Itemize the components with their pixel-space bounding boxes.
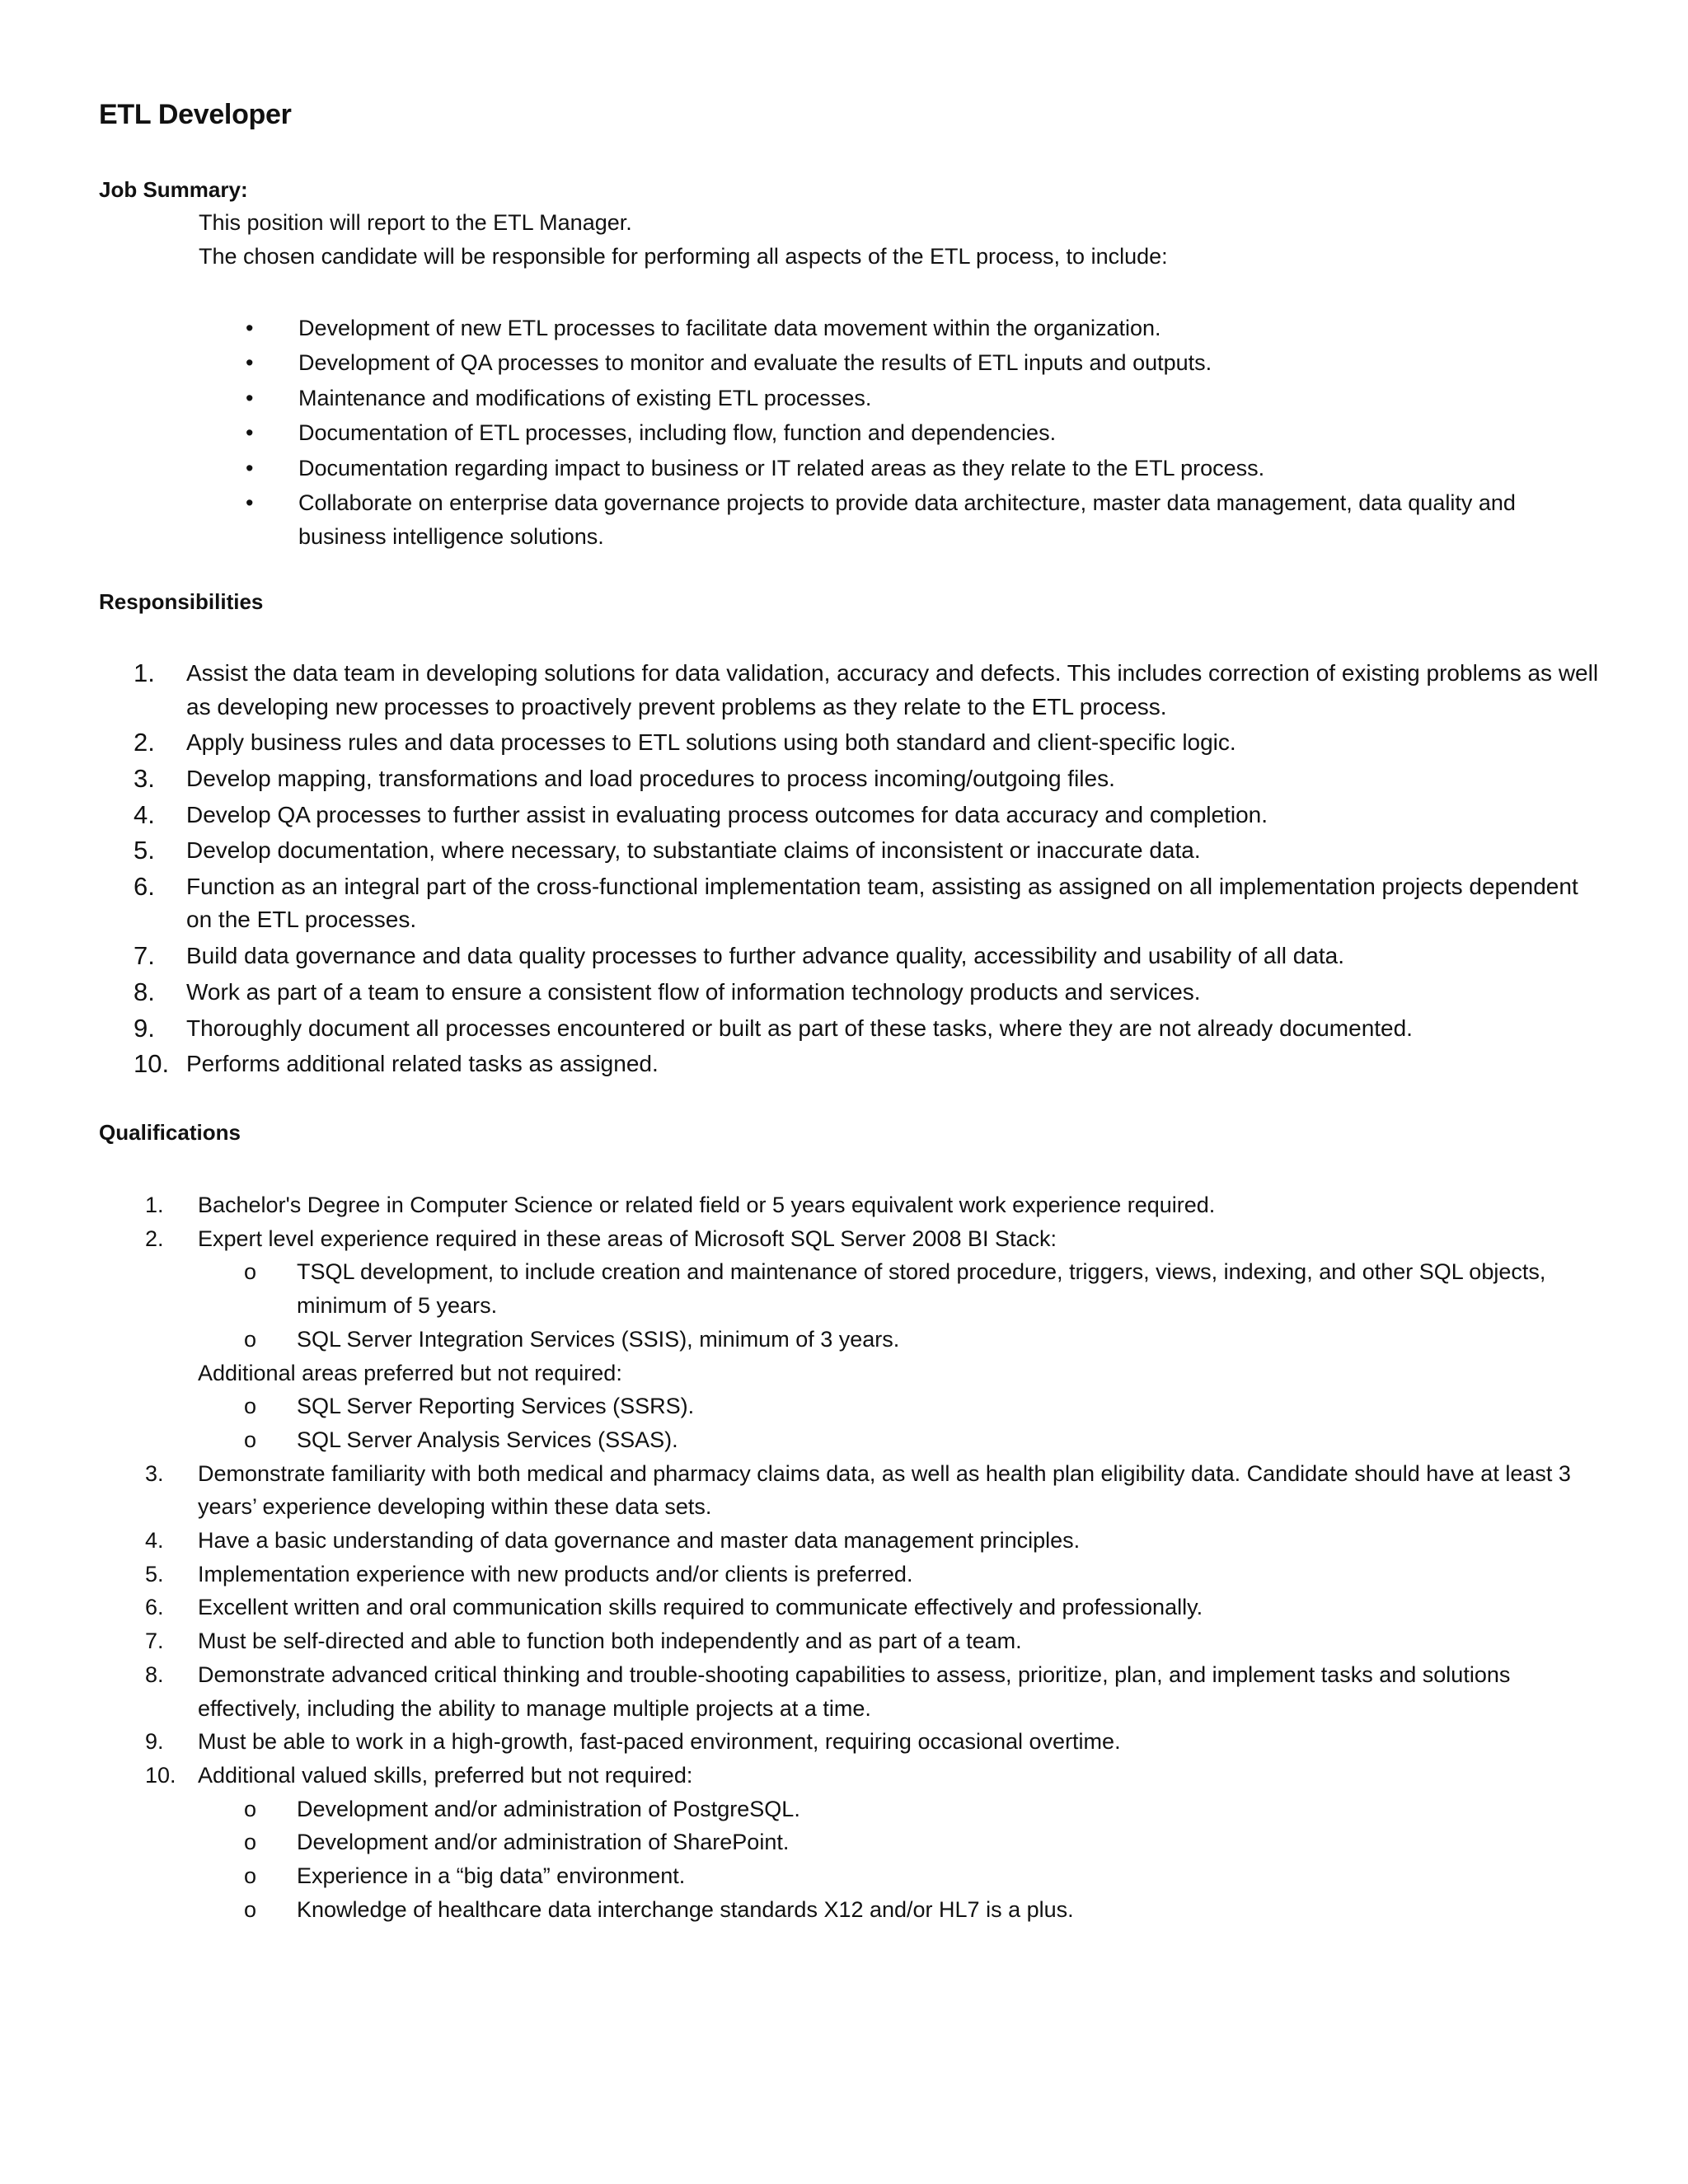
responsibility-number: 7. — [134, 941, 155, 971]
summary-bullet-item — [246, 382, 1581, 415]
responsibility-number: 10. — [134, 1049, 170, 1079]
bullet-marker: • — [246, 455, 254, 480]
summary-bullet-item — [246, 486, 1581, 554]
summary-bullet-item — [246, 346, 1581, 380]
summary-bullet-text: Documentation regarding impact to business or IT related areas as they relate to the ETL process. — [298, 455, 1265, 480]
qualification-sublist — [244, 1793, 1596, 1927]
responsibility-item — [134, 799, 1601, 832]
qualification-number: 4. — [145, 1528, 164, 1554]
qualification-number: 1. — [145, 1193, 164, 1217]
qualification-text: Bachelor's Degree in Computer Science or related field or 5 years equivalent work experience required. — [198, 1193, 1216, 1217]
qualification-number: 6. — [145, 1595, 164, 1620]
qualification-text: Additional valued skills, preferred but not required: — [198, 1762, 693, 1788]
qualification-subitem — [244, 1793, 1596, 1826]
responsibility-text: Function as an integral part of the cross-functional implementation team, assisting as assigned on all implementation projects dependent on the ETL processes. — [186, 873, 1578, 933]
summary-bullet-text: Maintenance and modifications of existing ETL processes. — [298, 385, 872, 410]
responsibility-item — [134, 940, 1601, 973]
qualification-subitem-text: SQL Server Integration Services (SSIS), minimum of 3 years. — [297, 1326, 900, 1352]
responsibility-text: Thoroughly document all processes encountered or built as part of these tasks, where they are not already documented. — [186, 1015, 1413, 1041]
qualification-subitem-text: Development and/or administration of PostgreSQL. — [297, 1796, 800, 1821]
qualification-subitem — [244, 1859, 1596, 1893]
summary-bullet-item — [246, 312, 1581, 345]
qualification-text: Demonstrate familiarity with both medical and pharmacy claims data, as well as health plan eligibility data. Candidate should have at least 3 years’ experience developing within these data sets. — [198, 1460, 1571, 1520]
responsibility-number: 3. — [134, 763, 155, 793]
qualification-subitem-text: SQL Server Analysis Services (SSAS). — [297, 1427, 678, 1452]
hollow-bullet-marker: o — [244, 1863, 257, 1889]
responsibilities-heading: Responsibilities — [99, 589, 264, 614]
qualification-subitem — [244, 1893, 1596, 1927]
bullet-marker: • — [246, 316, 254, 340]
qualification-text: Have a basic understanding of data governance and master data management principles. — [198, 1528, 1081, 1554]
hollow-bullet-marker: o — [244, 1394, 257, 1419]
qualification-subitem-text: Knowledge of healthcare data interchange standards X12 and/or HL7 is a plus. — [297, 1896, 1074, 1922]
qualification-text: Implementation experience with new products and/or clients is preferred. — [198, 1561, 913, 1586]
responsibility-text: Build data governance and data quality processes to further advance quality, accessibility and usability of all data. — [186, 943, 1344, 969]
summary-bullet-text: Development of QA processes to monitor and evaluate the results of ETL inputs and outputs. — [298, 350, 1212, 376]
hollow-bullet-marker: o — [244, 1830, 257, 1855]
qualification-text: Excellent written and oral communication skills required to communicate effectively and professionally. — [198, 1595, 1203, 1620]
qualification-number: 7. — [145, 1629, 164, 1654]
document-title: ETL Developer — [99, 99, 292, 130]
responsibility-text: Assist the data team in developing solutions for data validation, accuracy and defects. This includes correction of existing problems as well as developing new processes to proactively prevent problems as they relate to the ETL process. — [186, 660, 1599, 719]
bullet-marker: • — [246, 420, 254, 446]
responsibility-number: 4. — [134, 799, 155, 829]
summary-bullet-item — [246, 416, 1581, 450]
qualification-item — [145, 1725, 1596, 1759]
bullet-marker: • — [246, 385, 254, 410]
hollow-bullet-marker: o — [244, 1896, 257, 1922]
qualification-item — [145, 1558, 1596, 1591]
qualification-subitem — [244, 1255, 1596, 1322]
responsibility-number: 8. — [134, 977, 155, 1006]
responsibility-item — [134, 657, 1601, 724]
qualification-number: 5. — [145, 1561, 164, 1586]
responsibility-number: 5. — [134, 836, 155, 865]
qualification-number: 9. — [145, 1729, 164, 1755]
qualification-subitem — [244, 1825, 1596, 1859]
qualification-item — [145, 1457, 1596, 1524]
responsibility-item — [134, 1012, 1601, 1046]
responsibility-item — [134, 976, 1601, 1010]
responsibility-text: Apply business rules and data processes to ETL solutions using both standard and client-specific logic. — [186, 729, 1236, 756]
hollow-bullet-marker: o — [244, 1427, 257, 1452]
qualification-item — [145, 1624, 1596, 1658]
qualification-subitem — [244, 1423, 1596, 1457]
qualifications-list — [145, 1188, 1596, 1926]
qualification-subitem-text: TSQL development, to include creation and maintenance of stored procedure, triggers, views, indexing, and other SQL objects, minimum of 5 years. — [297, 1259, 1546, 1319]
qualification-subitem-text: Experience in a “big data” environment. — [297, 1863, 686, 1889]
qualifications-heading: Qualifications — [99, 1120, 241, 1145]
bullet-marker: • — [246, 490, 254, 515]
qualification-subitem-text: Development and/or administration of SharePoint. — [297, 1830, 790, 1855]
qualification-item — [145, 1188, 1596, 1222]
qualification-text: Expert level experience required in these areas of Microsoft SQL Server 2008 BI Stack: — [198, 1226, 1057, 1251]
responsibility-item — [134, 1047, 1601, 1081]
responsibility-text: Develop QA processes to further assist in evaluating process outcomes for data accuracy and completion. — [186, 801, 1268, 827]
hollow-bullet-marker: o — [244, 1326, 257, 1352]
responsibility-text: Work as part of a team to ensure a consistent flow of information technology products and services. — [186, 978, 1201, 1005]
responsibility-text: Develop documentation, where necessary, to substantiate claims of inconsistent or inaccurate data. — [186, 837, 1201, 864]
responsibilities-list — [134, 657, 1601, 1084]
summary-bullet-text: Development of new ETL processes to facilitate data movement within the organization. — [298, 316, 1161, 340]
qualification-number: 8. — [145, 1661, 164, 1687]
summary-bullet-text: Collaborate on enterprise data governance projects to provide data architecture, master data management, data quality and business intelligence solutions. — [298, 490, 1516, 549]
qualification-item — [145, 1222, 1596, 1457]
responsibility-item — [134, 762, 1601, 796]
summary-bullet-item — [246, 452, 1581, 485]
responsibility-number: 2. — [134, 728, 155, 757]
qualification-number: 2. — [145, 1226, 164, 1251]
responsibility-text: Develop mapping, transformations and load procedures to process incoming/outgoing files. — [186, 765, 1115, 791]
qualification-text: Must be self-directed and able to function both independently and as part of a team. — [198, 1629, 1022, 1654]
qualification-item — [145, 1658, 1596, 1725]
summary-bullet-list — [246, 312, 1581, 555]
qualification-item — [145, 1759, 1596, 1927]
responsibility-item — [134, 726, 1601, 760]
qualification-item — [145, 1524, 1596, 1558]
responsibility-item — [134, 870, 1601, 937]
summary-line: The chosen candidate will be responsible for performing all aspects of the ETL process, to include: — [199, 244, 1168, 269]
qualification-sublist — [244, 1255, 1596, 1356]
qualification-number: 3. — [145, 1460, 164, 1486]
bullet-marker: • — [246, 350, 254, 376]
responsibility-text: Performs additional related tasks as assigned. — [186, 1051, 659, 1077]
hollow-bullet-marker: o — [244, 1796, 257, 1821]
job-summary-heading: Job Summary: — [99, 177, 248, 202]
responsibility-number: 6. — [134, 871, 155, 901]
hollow-bullet-marker: o — [244, 1259, 257, 1285]
responsibility-number: 9. — [134, 1013, 155, 1043]
responsibility-item — [134, 834, 1601, 868]
qualification-subitem-text: SQL Server Reporting Services (SSRS). — [297, 1394, 695, 1419]
qualification-additional-sublist — [244, 1390, 1596, 1456]
qualification-subitem — [244, 1390, 1596, 1423]
qualification-text: Demonstrate advanced critical thinking and trouble-shooting capabilities to assess, prioritize, plan, and implement tasks and solutions effectively, including the ability to manage multiple projects at a time. — [198, 1661, 1511, 1721]
responsibility-number: 1. — [134, 658, 155, 687]
qualification-text: Must be able to work in a high-growth, fast-paced environment, requiring occasional overtime. — [198, 1729, 1121, 1755]
summary-bullet-text: Documentation of ETL processes, including flow, function and dependencies. — [298, 420, 1057, 446]
qualification-item — [145, 1591, 1596, 1624]
qualification-additional-label: Additional areas preferred but not required: — [198, 1360, 622, 1385]
summary-line: This position will report to the ETL Manager. — [199, 210, 632, 235]
qualification-subitem — [244, 1323, 1596, 1357]
qualification-number: 10. — [145, 1762, 176, 1788]
